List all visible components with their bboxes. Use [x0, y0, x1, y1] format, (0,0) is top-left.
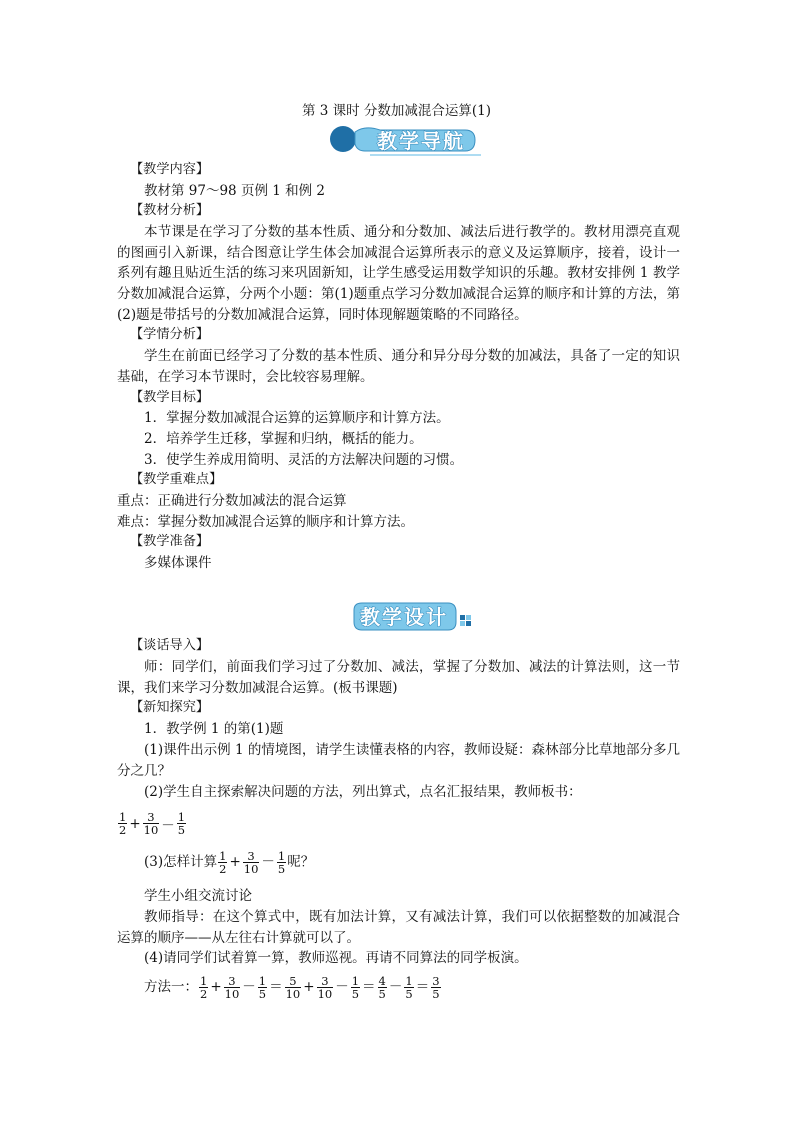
intro-paragraph: 师：同学们，前面我们学习过了分数加、减法，掌握了分数加、减法的计算法则，这一节课，我们来学习分数加减混合运算。(板书课题)	[117, 659, 680, 696]
fraction: $\frac{1}{5}$	[351, 974, 360, 1001]
fraction: $\frac{1}{5}$	[177, 810, 186, 837]
step-title: 1．教学例 1 的第(1)题	[144, 721, 284, 737]
fraction: $\frac{1}{2}$	[200, 974, 208, 1001]
goal-item: 3．使学生养成用简明、灵活的方法解决问题的习惯。	[144, 452, 464, 468]
square-icon	[460, 615, 465, 620]
section-heading-goals: 【教学目标】	[130, 390, 210, 405]
section-heading-content: 【教学内容】	[130, 162, 210, 177]
step1-paragraph: (1)课件出示例 1 的情境图，请学生读懂表格的内容，教师设疑：森林部分比草地部分多几分之几？	[117, 742, 680, 779]
prep-text: 多媒体课件	[144, 555, 212, 571]
difficulty-point: 难点：掌握分数加减混合运算的顺序和计算方法。	[117, 514, 414, 530]
goal-item: 2．培养学生迁移，掌握和归纳，概括的能力。	[144, 431, 423, 447]
banner-label: 教学设计	[360, 605, 448, 629]
fraction: $\frac{3}{10}$	[317, 974, 333, 1001]
step2-text: (2)学生自主探索解决问题的方法，列出算式，点名汇报结果，教师板书：	[144, 784, 582, 800]
method1-line: 方法一： $\frac{1}{2}$ + $\frac{3}{10}$ － $\frac{1}{5}$ ＝ $\frac{5}{10}$ + $\frac{3}{10}$ － $\frac{1}{5}$ ＝ $\frac{4}{5}$ － $\frac{1}{5}$ ＝ $\frac{3}{5}$	[144, 974, 440, 1001]
analysis-paragraph: 本节课是在学习了分数的基本性质、通分和分数加、减法后进行教学的。教材用漂亮直观的图画引入新课，结合图意让学生体会加减混合运算所表示的意义及运算顺序，接着，设计一系列有趣且贴近生活的练习来巩固新知，让学生感受运用数学知识的乐趣。教材安排例 1 教学分数加减混合运算，分两个小题：第(1)题重点学习分数加减混合运算的顺序和计算的方法，第(2)题是带括号的分数加减混合运算，同时体现解题策略的不同路径。	[117, 224, 680, 323]
content-text: 教材第 97～98 页例 1 和例 2	[144, 183, 325, 199]
section-heading-keys: 【教学重难点】	[130, 472, 223, 487]
guide-paragraph: 教师指导：在这个算式中，既有加法计算，又有减法计算，我们可以依据整数的加减混合运算的顺序——从左往右计算就可以了。	[117, 909, 680, 946]
banner-ball-icon	[330, 126, 356, 152]
section-heading-learner: 【学情分析】	[130, 327, 210, 342]
fraction: $\frac{3}{5}$	[432, 974, 440, 1001]
banner-teaching-design	[350, 600, 475, 636]
group-discussion: 学生小组交流讨论	[144, 888, 252, 904]
goal-item: 1．掌握分数加减混合运算的运算顺序和计算方法。	[144, 410, 450, 426]
step4-text: (4)请同学们试着算一算，教师巡视。再请不同算法的同学板演。	[144, 950, 528, 966]
fraction: $\frac{3}{10}$	[224, 974, 240, 1001]
key-point: 重点：正确进行分数加减法的混合运算	[117, 493, 347, 509]
square-icon	[466, 615, 471, 620]
page-title: 第 3 课时 分数加减混合运算(1)	[301, 103, 492, 119]
fraction: $\frac{4}{5}$	[378, 974, 386, 1001]
banner-teaching-nav	[325, 124, 485, 160]
fraction: $\frac{3}{10}$	[243, 849, 259, 876]
section-heading-intro: 【谈话导入】	[130, 638, 210, 653]
section-heading-prep: 【教学准备】	[130, 534, 210, 549]
fraction: $\frac{5}{10}$	[285, 974, 301, 1001]
fraction: $\frac{3}{10}$	[143, 810, 159, 837]
square-icon	[466, 621, 471, 626]
fraction: $\frac{1}{5}$	[258, 974, 267, 1001]
fraction: $\frac{1}{2}$	[219, 849, 227, 876]
fraction: $\frac{1}{2}$	[119, 810, 127, 837]
formula-expression: $\frac{1}{2}$ + $\frac{3}{10}$ － $\frac{1}{5}$	[119, 810, 186, 837]
banner-label: 教学导航	[377, 129, 465, 153]
learner-paragraph: 学生在前面已经学习了分数的基本性质、通分和异分母分数的加减法，具备了一定的知识基础，在学习本节课时，会比较容易理解。	[117, 348, 680, 385]
fraction: $\frac{1}{5}$	[277, 849, 286, 876]
fraction: $\frac{1}{5}$	[405, 974, 413, 1001]
section-heading-analysis: 【教材分析】	[130, 203, 210, 218]
step3-line: (3)怎样计算 $\frac{1}{2}$ + $\frac{3}{10}$ － $\frac{1}{5}$ 呢？	[144, 849, 315, 876]
square-icon	[460, 621, 465, 626]
section-heading-explore: 【新知探究】	[130, 700, 210, 715]
